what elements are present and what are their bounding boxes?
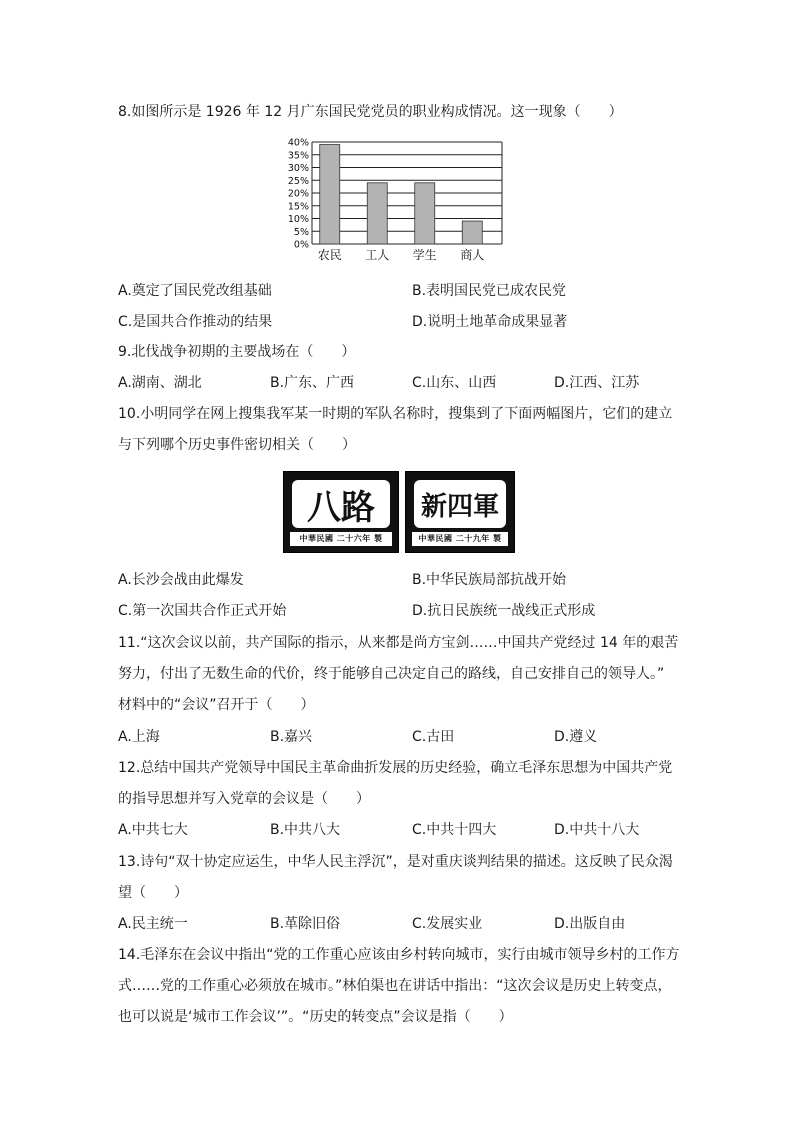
badge-new-fourth-army <box>405 471 515 553</box>
q11-option-b[interactable]: B.嘉兴 <box>270 729 313 745</box>
q11-stem-line2: 努力，付出了无数生命的代价，终于能够自己决定自己的路线，自己安排自己的领导人。” <box>118 666 665 682</box>
q13-option-b[interactable]: B.革除旧俗 <box>270 916 341 932</box>
bar <box>462 221 482 244</box>
occupation-bar-chart <box>286 134 508 266</box>
q14-stem-line3: 也可以说是‘城市工作会议’”。“历史的转变点”会议是指（ ） <box>118 1009 513 1025</box>
q10-stem-line1: 10.小明同学在网上搜集我军某一时期的军队名称时，搜集到了下面两幅图片，它们的建立 <box>118 406 673 422</box>
q12-option-c[interactable]: C.中共十四大 <box>412 822 497 838</box>
q12-stem-line2: 的指导思想并写入党章的会议是（ ） <box>118 791 370 807</box>
y-tick-label: 10% <box>287 214 309 225</box>
q8-option-c[interactable]: C.是国共合作推动的结果 <box>118 314 273 330</box>
y-tick-label: 5% <box>293 226 309 238</box>
q11-option-a[interactable]: A.上海 <box>118 729 160 745</box>
q11-option-d[interactable]: D.遵义 <box>554 729 598 745</box>
bar <box>320 145 340 244</box>
q9-stem: 9.北伐战争初期的主要战场在（ ） <box>118 344 356 360</box>
q14-stem-line2: 式……党的工作重心必须放在城市。”林伯渠也在讲话中指出：“这次会议是历史上转变点， <box>118 978 672 994</box>
y-tick-label: 15% <box>287 201 309 213</box>
x-tick-label: 农民 <box>317 248 342 262</box>
bar <box>367 183 387 244</box>
badge1-footer: 中華民國 二十六年 製 <box>290 532 392 546</box>
q13-stem-line2: 望（ ） <box>118 885 188 901</box>
badge2-footer: 中華民國 二十九年 製 <box>412 532 508 546</box>
y-tick-label: 25% <box>287 175 309 187</box>
q13-option-d[interactable]: D.出版自由 <box>554 916 626 932</box>
q8-option-a[interactable]: A.奠定了国民党改组基础 <box>118 283 272 299</box>
q10-option-c[interactable]: C.第一次国共合作正式开始 <box>118 603 287 619</box>
q9-option-a[interactable]: A.湖南、湖北 <box>118 375 202 391</box>
q9-option-b[interactable]: B.广东、广西 <box>270 375 355 391</box>
x-tick-label: 商人 <box>460 248 485 262</box>
q11-stem-line3: 材料中的“会议”召开于（ ） <box>118 697 315 713</box>
x-tick-label: 工人 <box>365 248 390 262</box>
q11-stem-line1: 11.“这次会议以前，共产国际的指示，从来都是尚方宝剑……中国共产党经过 14 年的艰苦 <box>118 635 679 651</box>
x-tick-label: 学生 <box>412 248 437 262</box>
q10-option-b[interactable]: B.中华民族局部抗战开始 <box>412 572 567 588</box>
q8-option-d[interactable]: D.说明土地革命成果显著 <box>412 314 568 330</box>
q10-option-d[interactable]: D.抗日民族统一战线正式形成 <box>412 603 596 619</box>
y-tick-label: 30% <box>287 163 309 174</box>
q11-option-c[interactable]: C.古田 <box>412 729 455 745</box>
q14-stem-line1: 14.毛泽东在会议中指出“党的工作重心应该由乡村转向城市，实行由城市领导乡村的工作方 <box>118 947 680 963</box>
badge-eighth-route-army <box>283 471 399 553</box>
q10-stem-line2: 与下列哪个历史事件密切相关（ ） <box>118 437 356 453</box>
badge2-title: 新四軍 <box>414 480 506 528</box>
y-tick-label: 35% <box>287 150 309 162</box>
q9-option-d[interactable]: D.江西、江苏 <box>554 375 640 391</box>
q13-option-c[interactable]: C.发展实业 <box>412 916 483 932</box>
q8-option-b[interactable]: B.表明国民党已成农民党 <box>412 283 567 299</box>
q8-stem: 8.如图所示是 1926 年 12 月广东国民党党员的职业构成情况。这一现象（ ） <box>118 104 623 120</box>
bar <box>415 183 435 244</box>
y-tick-label: 20% <box>287 188 309 200</box>
q12-stem-line1: 12.总结中国共产党领导中国民主革命曲折发展的历史经验，确立毛泽东思想为中国共产党 <box>118 760 673 776</box>
y-tick-label: 40% <box>287 137 309 149</box>
q12-option-a[interactable]: A.中共七大 <box>118 822 188 838</box>
badge1-title: 八路 <box>292 480 390 528</box>
q9-option-c[interactable]: C.山东、山西 <box>412 375 497 391</box>
q12-option-b[interactable]: B.中共八大 <box>270 822 341 838</box>
y-tick-label: 0% <box>293 239 309 251</box>
q10-option-a[interactable]: A.长沙会战由此爆发 <box>118 572 244 588</box>
q13-option-a[interactable]: A.民主统一 <box>118 916 188 932</box>
q12-option-d[interactable]: D.中共十八大 <box>554 822 640 838</box>
q13-stem-line1: 13.诗句“双十协定应运生，中华人民主浮沉”，是对重庆谈判结果的描述。这反映了民众渴 <box>118 854 673 870</box>
